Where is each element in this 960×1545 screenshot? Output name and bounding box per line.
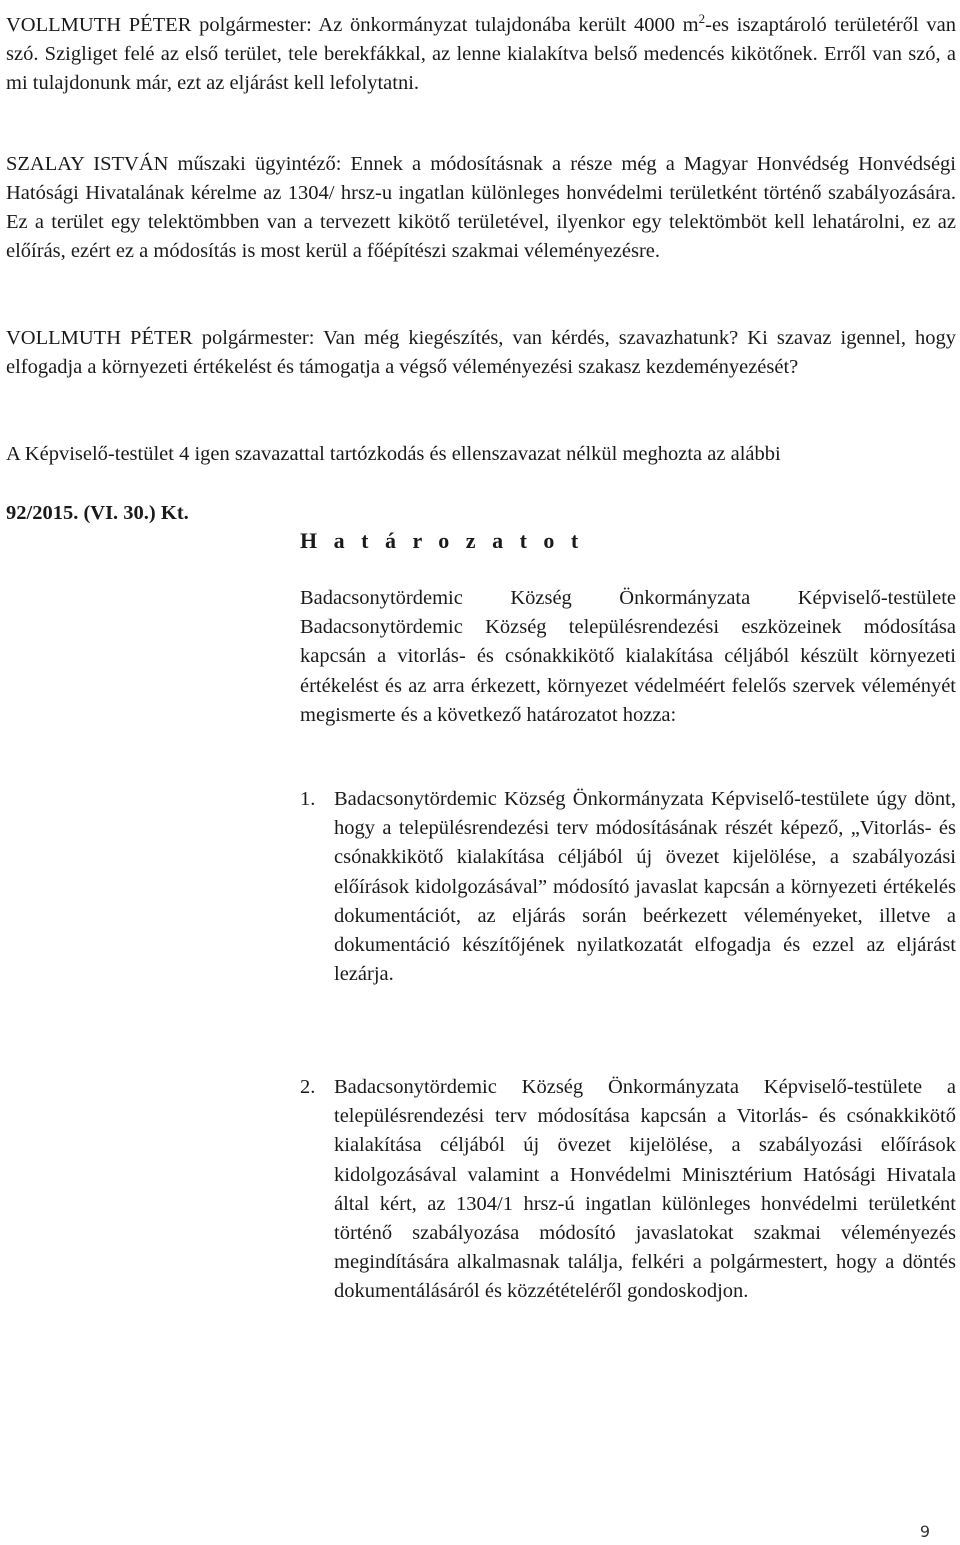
- speaker-name: VOLLMUTH PÉTER: [6, 13, 192, 36]
- item-number: 1.: [300, 788, 316, 810]
- paragraph-text-cont: -es iszaptároló területéről van szó. Szigliget felé az első terület, tele berekfákkal, az lenne kialakítva belső medencés kikötőnek. Erről van szó, a mi tulajdonunk már, ezt az eljárást kell lefolytatni.: [6, 13, 956, 94]
- item-number: 2.: [300, 1076, 316, 1098]
- item-text: Badacsonytördemic Község Önkormányzata Képviselő-testülete a településrendezési terv módosítása kapcsán a Vitorlás- és csónakkikötő kialakítása céljából új övezet kijelölése, a szabályozási előírások kidolgozásával valamint a Honvédelmi Minisztérium Hatósági Hivatala által kért, az 1304/1 hrsz-ú ingatlan különleges honvédelmi területként történő szabályozása módosító javaslatokat szakmai véleményezés megindítására alkalmasnak találja, felkéri a polgármestert, hogy a döntés dokumentálásáról és közzétételéről gondoskodjon.: [334, 1076, 956, 1303]
- paragraph-text: polgármester: Van még kiegészítés, van kérdés, szavazhatunk? Ki szavaz igennel, hogy elfogadja a környezeti értékelést és támogatja a végső véleményezési szakasz kezdeményezését?: [6, 327, 956, 378]
- paragraph-vote-result: A Képviselő-testület 4 igen szavazattal tartózkodás és ellenszavazat nélkül meghozta az alábbi: [6, 443, 781, 465]
- resolution-number: 92/2015. (VI. 30.) Kt.: [6, 502, 189, 524]
- page-number: 9: [919, 1522, 930, 1541]
- resolution-item: [300, 785, 956, 989]
- resolution-body: Badacsonytördemic Község Önkormányzata Képviselő-testülete Badacsonytördemic Község településrendezési eszközeinek módosítása kapcsán a vitorlás- és csónakkikötő kialakítása céljából készült környezeti értékelést és az arra érkezett, környezet védelméért felelős szervek véleményét megismerte és a következő határozatot hozza:: [300, 587, 956, 726]
- paragraph-szalay: [6, 150, 956, 266]
- paragraph-vollmuth-2: [6, 324, 956, 382]
- paragraph-vollmuth-1: [6, 4, 956, 98]
- paragraph-text: műszaki ügyintéző: Ennek a módosításnak a része még a Magyar Honvédség Honvédségi Hatósági Hivatalának kérelme az 1304/ hrsz-u ingatlan különleges honvédelmi területként történő szabályozására. Ez a terület egy telektömbben van a tervezett kikötő területével, ilyenkor egy telektömböt kell lehatárolni, ez az előírás, ezért ez a módosítás is most kerül a főépítészi szakmai véleményezésre.: [6, 153, 956, 262]
- speaker-name: SZALAY ISTVÁN: [6, 153, 169, 175]
- resolution-title: H a t á r o z a t o t: [300, 528, 584, 553]
- paragraph-text: polgármester: Az önkormányzat tulajdonába került 4000 m: [191, 13, 699, 36]
- resolution-item: [300, 1073, 956, 1307]
- superscript: 2: [698, 11, 706, 26]
- item-text: Badacsonytördemic Község Önkormányzata Képviselő-testülete úgy dönt, hogy a településrendezési terv módosításának részét képező, „Vitorlás- és csónakkikötő kialakítása céljából új övezet kijelölése, a szabályozási előírások kidolgozásával” módosító javaslat kapcsán a környezeti értékelés dokumentációt, az eljárás során beérkezett véleményeket, illetve a dokumentáció készítőjének nyilatkozatát elfogadja és ezzel az eljárást lezárja.: [334, 788, 956, 986]
- speaker-name: VOLLMUTH PÉTER: [6, 327, 193, 349]
